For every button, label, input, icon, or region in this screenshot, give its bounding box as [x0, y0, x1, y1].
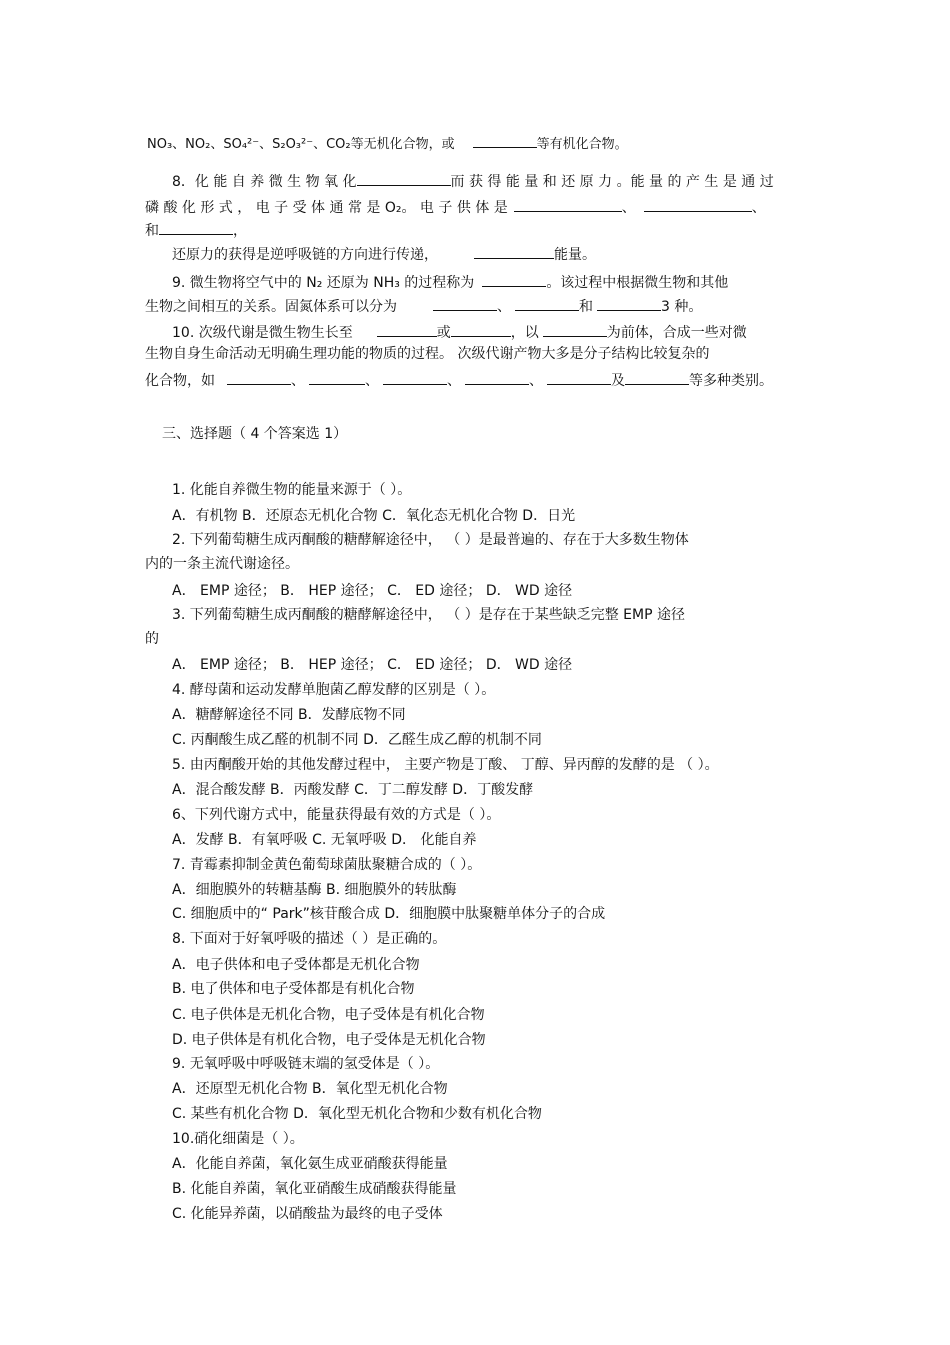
blank [514, 197, 622, 212]
text: ，以 [510, 325, 539, 341]
blank [515, 296, 579, 311]
text: C. 化能异养菌，以硝酸盐为最终的电子受体 [172, 1206, 443, 1222]
text: B. 电了供体和电子受体都是有机化合物 [172, 981, 415, 997]
mc-question-5-options [172, 781, 533, 799]
text: A．细胞膜外的转糖基酶 B. 细胞膜外的转肽酶 [172, 882, 457, 898]
text: A．有机物 B．还原态无机化合物 C．氧化态无机化合物 D．日光 [172, 508, 576, 524]
text: B. 化能自养菌，氧化亚硝酸生成硝酸获得能量 [172, 1181, 457, 1197]
text: A．发酵 B．有氧呼吸 C. 无氧呼吸 D． 化能自养 [172, 832, 477, 848]
text: 8. 下面对于好氧呼吸的描述（ ）是正确的。 [172, 931, 447, 947]
blank [465, 370, 529, 385]
blank [433, 296, 497, 311]
mc-question-8-option-c [172, 1006, 485, 1024]
text: 、 [529, 373, 543, 389]
blank [473, 133, 537, 148]
text: 而 获 得 能 量 和 还 原 力 。能 量 的 产 生 是 通 过 [450, 174, 774, 190]
text: 的 [145, 631, 159, 647]
mc-question-4 [172, 681, 495, 699]
text: 4. 酵母菌和运动发酵单胞菌乙醇发酵的区别是（ ）。 [172, 682, 496, 698]
blank [309, 370, 365, 385]
mc-question-8 [172, 930, 446, 948]
line-no3 [147, 133, 628, 154]
blank [644, 197, 752, 212]
text: 9. 微生物将空气中的 N₂ 还原为 NH₃ 的过程称为 [172, 275, 475, 291]
text: 2. 下列葡萄糖生成丙酮酸的糖酵解途径中， （ ）是最普遍的、存在于大多数生物体 [172, 532, 689, 548]
mc-question-6-options [172, 831, 476, 849]
question-10-line-3 [145, 370, 773, 390]
blank [547, 370, 611, 385]
text: 、 [365, 373, 379, 389]
text: 磷 酸 化 形 式 ， 电 子 受 体 通 常 是 O₂。 电 子 供 体 是 [145, 200, 508, 216]
mc-question-8-option-a [172, 956, 420, 974]
text: 化合物，如 [145, 373, 215, 389]
text: C. 某些有机化合物 D．氧化型无机化合物和少数有机化合物 [172, 1106, 542, 1122]
text: ， [233, 223, 247, 239]
blank [597, 296, 661, 311]
mc-question-10-option-b [172, 1180, 457, 1198]
question-8-line-1 [172, 171, 774, 191]
text: 7. 青霉素抑制金黄色葡萄球菌肽聚糖合成的（ ）。 [172, 857, 482, 873]
mc-question-3-options [172, 656, 572, 674]
blank [357, 171, 451, 186]
text: 三、选择题（ 4 个答案选 1） [162, 426, 348, 442]
text: A．化能自养菌，氧化氨生成亚硝酸获得能量 [172, 1156, 448, 1172]
blank [482, 272, 546, 287]
text: 5. 由丙酮酸开始的其他发酵过程中， 主要产物是丁酸、 丁醇、异丙醇的发酵的是 （ ）。 [172, 757, 719, 773]
question-8-line-2 [145, 197, 766, 217]
blank [227, 370, 291, 385]
text: A．电子供体和电子受体都是无机化合物 [172, 957, 420, 973]
question-8-line-3 [145, 220, 247, 240]
mc-question-9-options-2 [172, 1105, 542, 1123]
text: A．糖酵解途径不同 B．发酵底物不同 [172, 707, 406, 723]
question-10-line-2 [145, 345, 709, 363]
mc-question-4-options-2 [172, 731, 542, 749]
text: 。该过程中根据微生物和其他 [546, 275, 729, 291]
text: C. 电子供体是无机化合物，电子受体是有机化合物 [172, 1007, 485, 1023]
text: 生物自身生命活动无明确生理功能的物质的过程。 次级代谢产物大多是分子结构比较复杂的 [145, 346, 710, 362]
text: 9. 无氧呼吸中呼吸链末端的氢受体是（ ）。 [172, 1056, 440, 1072]
mc-question-8-option-b [172, 980, 415, 998]
text: 生物之间相互的关系。固氮体系可以分为 [145, 299, 397, 315]
text: 3. 下列葡萄糖生成丙酮酸的糖酵解途径中， （ ）是存在于某些缺乏完整 EMP 途径 [172, 607, 685, 623]
mc-question-10-option-a [172, 1155, 448, 1173]
question-9-line-1 [172, 272, 728, 292]
mc-question-2 [172, 531, 689, 549]
mc-question-2-cont [145, 555, 299, 573]
text: A．混合酸发酵 B．丙酸发酵 C．丁二醇发酵 D．丁酸发酵 [172, 782, 534, 798]
mc-question-1 [172, 481, 411, 499]
text: 能量。 [554, 247, 596, 263]
text: 和 [579, 299, 593, 315]
text: 10. 次级代谢是微生物生长至 [172, 325, 353, 341]
text: 、 [497, 299, 511, 315]
blank [625, 370, 689, 385]
text: 及 [611, 373, 625, 389]
text: 3 种。 [661, 299, 703, 315]
text: C. 丙酮酸生成乙醛的机制不同 D．乙醛生成乙醇的机制不同 [172, 732, 542, 748]
mc-question-4-options-1 [172, 706, 406, 724]
text: 8．化 能 自 养 微 生 物 氧 化 [172, 174, 357, 190]
mc-question-10 [172, 1130, 304, 1148]
mc-question-3-cont [145, 630, 159, 648]
question-10-line-1 [172, 322, 747, 342]
text: 内的一条主流代谢途径。 [145, 556, 299, 572]
question-9-line-2 [145, 296, 702, 316]
mc-question-2-options [172, 582, 572, 600]
mc-question-7-options-1 [172, 881, 457, 899]
text: 、 [291, 373, 305, 389]
text: 等有机化合物。 [536, 137, 628, 152]
text: A．还原型无机化合物 B．氧化型无机化合物 [172, 1081, 448, 1097]
text: A． EMP 途径； B． HEP 途径； C． ED 途径； D． WD 途径 [172, 583, 573, 599]
text: 或 [436, 325, 451, 341]
text: C. 细胞质中的“ Park”核苷酸合成 D．细胞膜中肽聚糖单体分子的合成 [172, 906, 606, 922]
mc-question-7-options-2 [172, 905, 605, 923]
text: A． EMP 途径； B． HEP 途径； C． ED 途径； D． WD 途径 [172, 657, 573, 673]
mc-question-1-options [172, 507, 575, 525]
text: 10.硝化细菌是（ ）。 [172, 1131, 304, 1147]
mc-question-10-option-c [172, 1205, 443, 1223]
blank [451, 322, 511, 337]
mc-question-9-options-1 [172, 1080, 448, 1098]
text: 1. 化能自养微生物的能量来源于（ ）。 [172, 482, 412, 498]
mc-question-7 [172, 856, 481, 874]
section-heading [162, 425, 347, 443]
text: 、 [751, 200, 766, 216]
text: 和 [145, 223, 159, 239]
blank [159, 220, 233, 235]
text: NO₃、NO₂、SO₄²⁻、S₂O₃²⁻、CO₂等无机化合物，或 [147, 137, 455, 152]
text: 6、下列代谢方式中，能量获得最有效的方式是（ ）。 [172, 807, 501, 823]
blank [383, 370, 447, 385]
text: 、 [621, 200, 636, 216]
text: 为前体，合成一些对微 [606, 325, 747, 341]
text: 等多种类别。 [689, 373, 773, 389]
text: 还原力的获得是逆呼吸链的方向进行传递， [172, 247, 438, 263]
blank [377, 322, 437, 337]
text: 、 [447, 373, 461, 389]
question-8-line-4 [172, 244, 596, 264]
mc-question-6 [172, 806, 500, 824]
mc-question-5 [172, 756, 719, 774]
blank [543, 322, 607, 337]
mc-question-3 [172, 606, 685, 624]
mc-question-9 [172, 1055, 439, 1073]
text: D. 电子供体是有机化合物，电子受体是无机化合物 [172, 1032, 486, 1048]
mc-question-8-option-d [172, 1031, 486, 1049]
blank [474, 244, 554, 259]
